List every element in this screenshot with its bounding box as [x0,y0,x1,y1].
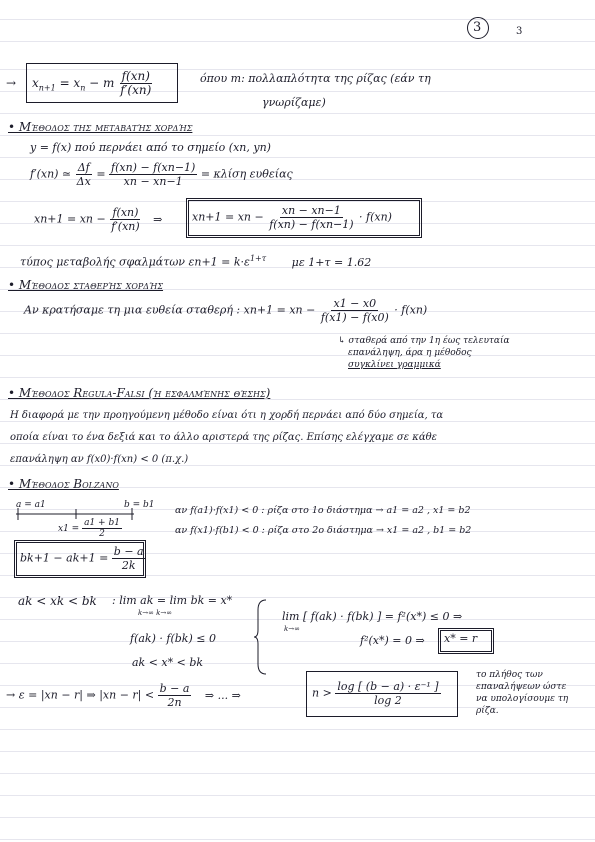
multiplicity-formula: $x_{n+1} = x_n - m$ $\frac{f(xn)}{f'(xn)}$ [32,69,152,97]
brace-bracket [254,598,270,676]
fixed-chord-note-3: συγκλίνει γραμμικά [348,360,441,370]
secant-formula: xn+1 = xn − $\frac{xn - xn-1}{f(xn) - f(xn-1)}$ · f(xn) [192,204,392,231]
bolzano-root-result: f²(x*) = 0 ⇒ [360,634,425,647]
interval-midpoint: x1 = $\frac{a1 + b1}{2}$ [58,518,120,539]
regula-falsi-line-2: οποία είναι το ένα δεξιά και το άλλο αριστερά της ρίζας. Επίσης ελέγχαμε σε κάθε [10,432,437,443]
regula-falsi-line-3: επανάληψη αν f(x0)·f(xn) < 0 (π.χ.) [10,454,189,465]
multiplicity-note-1: όπου m: πολλαπλότητα της ρίζας (εάν τη [200,72,431,85]
bolzano-inequality: ak < xk < bk [18,594,97,608]
bolzano-product: f(ak) · f(bk) ≤ 0 [130,632,216,645]
bolzano-rule-2: αν f(x1)·f(b1) < 0 : ρίζα στο 2ο διάστημα → x1 = a2 , b1 = b2 [175,525,472,536]
bolzano-limit: : lim ak = lim bk = x* [112,594,233,607]
arrow-1: → [6,76,17,90]
iterations-note-3: να υπολογίσουμε τη [476,694,569,704]
multiplicity-note-2: γνωρίζαμε) [262,96,326,109]
iterations-note-2: επαναλήψεων ώστε [476,682,567,692]
fixed-chord-note-2: επανάληψη, άρα η μέθοδος [348,348,472,358]
interval-b1: b = b1 [124,500,155,510]
regula-falsi-line-1: Η διαφορά με την προηγούμενη μέθοδο είναι ότι η χορδή περνάει από δύο σημεία, τα [10,410,444,421]
fixed-chord-note-1: ↳ σταθερά από την 1η έως τελευταία [338,336,510,346]
secant-line-3: xn+1 = xn − $\frac{f(xn)}{f'(xn)}$ ⇒ [34,206,163,233]
iterations-note-4: ρίζα. [476,706,499,716]
iterations-line: → ε = |xn − r| ⇒ |xn − r| < $\frac{b - a}{2n}$ ⇒ ... ⇒ [6,682,241,709]
section-fixed-chord-title: • Μέθοδος σταθερής χορδής [8,278,164,292]
circled-number-text: 3 [473,20,482,35]
bolzano-limit-product: lim [ f(ak) · f(bk) ] = f²(x*) ≤ 0 ⇒ [282,610,463,623]
section-bolzano-title: • Μέθοδος Bolzano [8,477,119,491]
secant-line-2: f′(xn) ≃ $\frac{\Delta f}{\Delta x}$ = $\frac{f(xn) - f(xn-1)}{xn - xn-1}$ = κλίση ευθείας [30,161,293,188]
bolzano-limit-sub: k→∞ k→∞ [138,609,173,617]
secant-line-1: y = f(x) πού περνάει από το σημείο (xn, yn) [30,141,271,154]
interval-a1: a = a1 [16,500,46,510]
bolzano-interval-formula: bk+1 − ak+1 = $\frac{b - a}{2k}$ [20,545,144,572]
iterations-note-1: το πλήθος των [476,670,543,680]
fixed-chord-line: Αν κρατήσαμε τη μια ευθεία σταθερή : xn+1 = xn − $\frac{x1 - x0}{f(x1) - f(x0)}$ · f(xn) [24,297,428,324]
bolzano-rule-1: αν f(a1)·f(x1) < 0 : ρίζα στο 1ο διάστημα → a1 = a2 , x1 = b2 [175,505,471,516]
section-secant-title: • Μέθοδος της μεταβατής χορδής [8,120,193,134]
bolzano-inequality-2: ak < x* < bk [132,656,204,669]
secant-error-rate: τύπος μεταβολής σφαλμάτων $\varepsilon n+1 = k\cdot\varepsilon^{1+\tau}$ με 1+τ = 1.62 [20,254,372,269]
page-number: 3 [516,26,523,37]
root-result: x* = r [444,632,478,645]
bolzano-limit-product-sub: k→∞ [284,625,300,633]
iterations-formula: n > $\frac{\text{log [ (b − a) · ε⁻¹ ]}}{\log 2}$ [312,680,439,707]
section-regula-falsi-title: • Μέθοδος Regula-Falsi (ή εσφαλμένης θέσης) [8,386,271,400]
